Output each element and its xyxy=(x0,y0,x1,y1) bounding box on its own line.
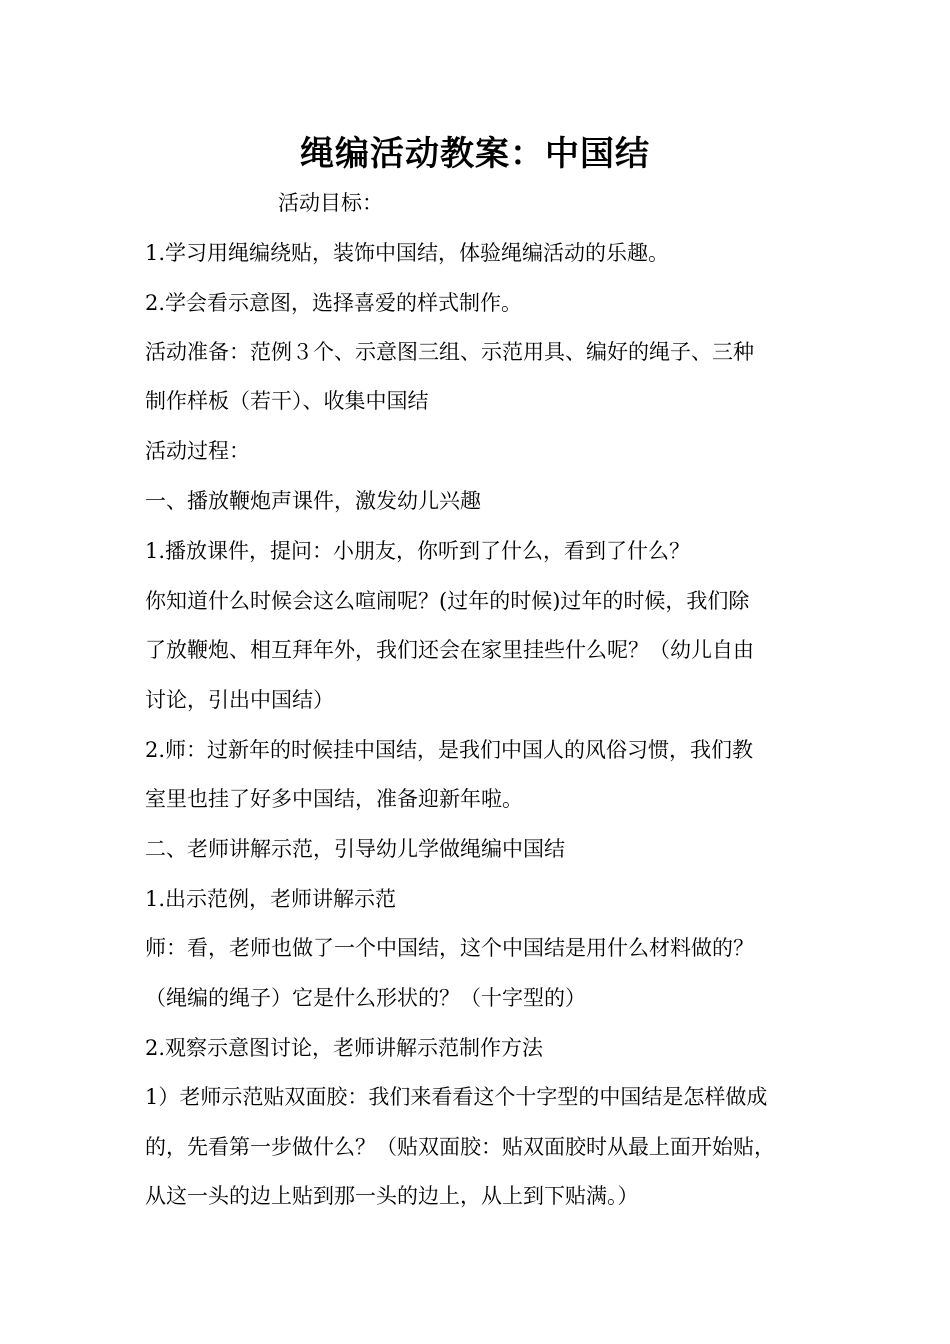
paragraph-line: 2.师：过新年的时候挂中国结，是我们中国人的风俗习惯，我们教 xyxy=(145,738,754,762)
paragraph-line: 1.出示范例，老师讲解示范 xyxy=(145,887,397,911)
paragraph-line: 2.观察示意图讨论，老师讲解示范制作方法 xyxy=(145,1036,544,1060)
paragraph-line: 1）老师示范贴双面胶：我们来看看这个十字型的中国结是怎样做成 xyxy=(145,1085,768,1109)
document-title: 绳编活动教案：中国结 xyxy=(300,134,650,174)
paragraph-line: 师：看，老师也做了一个中国结，这个中国结是用什么材料做的？ xyxy=(145,936,754,960)
paragraph-line: 了放鞭炮、相互拜年外，我们还会在家里挂些什么呢？（幼儿自由 xyxy=(145,638,754,662)
paragraph-line: 你知道什么时候会这么喧闹呢？(过年的时候)过年的时候，我们除 xyxy=(145,589,750,613)
paragraph-line: 活动准备：范例３个、示意图三组、示范用具、编好的绳子、三种 xyxy=(145,340,754,364)
paragraph-line: 1.学习用绳编绕贴，装饰中国结，体验绳编活动的乐趣。 xyxy=(145,241,670,265)
paragraph-line: 2.学会看示意图，选择喜爱的样式制作。 xyxy=(145,291,523,315)
paragraph-line: 的，先看第一步做什么？（贴双面胶：贴双面胶时从最上面开始贴， xyxy=(145,1135,775,1159)
paragraph-line: 室里也挂了好多中国结，准备迎新年啦。 xyxy=(145,787,523,811)
section-heading-part-two: 二、老师讲解示范，引导幼儿学做绳编中国结 xyxy=(145,837,565,861)
paragraph-line: 讨论，引出中国结） xyxy=(145,688,334,712)
section-heading-goals: 活动目标： xyxy=(278,191,383,215)
paragraph-line: （绳编的绳子）它是什么形状的？（十字型的） xyxy=(145,986,586,1010)
section-heading-part-one: 一、播放鞭炮声课件，激发幼儿兴趣 xyxy=(145,489,481,513)
section-heading-process: 活动过程： xyxy=(145,439,250,463)
paragraph-line: 从这一头的边上贴到那一头的边上，从上到下贴满。） xyxy=(145,1184,639,1208)
paragraph-line: 制作样板（若干）、收集中国结 xyxy=(145,389,429,413)
paragraph-line: 1.播放课件，提问：小朋友，你听到了什么，看到了什么？ xyxy=(145,539,691,563)
